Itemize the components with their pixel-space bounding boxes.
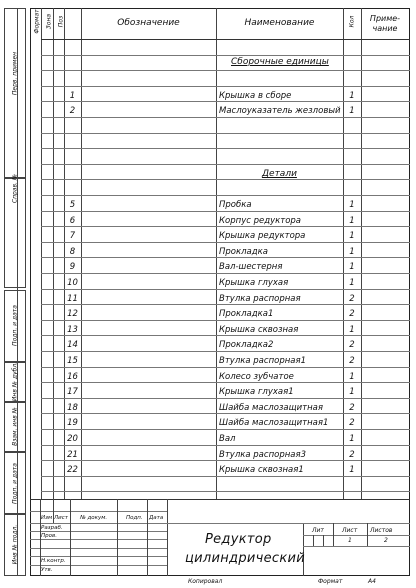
detail-name: Крышка редуктора	[219, 231, 306, 241]
tb-lit-sub-1	[313, 535, 314, 546]
tb-podp: Подп.	[126, 515, 143, 521]
detail-qty: 2	[349, 340, 355, 350]
row-line	[41, 55, 410, 56]
row-line	[41, 148, 410, 149]
detail-name: Прокладка2	[219, 340, 274, 350]
assembly-pos-2: 2	[69, 106, 76, 116]
tb-sheets-value: 2	[384, 537, 388, 544]
detail-name: Вал-шестерня	[219, 262, 283, 272]
tb-line-2	[30, 523, 410, 524]
detail-pos: 17	[67, 387, 78, 397]
detail-pos: 21	[67, 450, 78, 460]
row-line	[41, 70, 410, 71]
tb-list: Лист	[54, 515, 68, 521]
detail-qty: 2	[349, 309, 355, 319]
tb-data: Дата	[149, 515, 164, 521]
detail-pos: 9	[69, 262, 76, 272]
detail-qty: 1	[349, 372, 355, 382]
document-title-line-1: Редуктор	[205, 532, 272, 547]
footer-copied: Копировал	[188, 578, 223, 585]
col-line-designation	[81, 8, 82, 499]
header-qty: Кол	[348, 15, 356, 28]
detail-pos: 22	[67, 465, 78, 475]
header-note-2: чание	[372, 24, 398, 33]
detail-pos: 11	[67, 294, 78, 304]
detail-pos: 18	[67, 403, 78, 413]
detail-name: Крышка сквозная	[219, 325, 299, 335]
detail-name: Пробка	[219, 200, 252, 210]
detail-pos: 13	[67, 325, 78, 335]
tb-divider-main	[167, 499, 168, 576]
row-line	[41, 491, 410, 492]
detail-qty: 1	[349, 231, 355, 241]
row-line	[41, 164, 410, 165]
row-line	[41, 86, 410, 87]
detail-name: Вал	[219, 434, 236, 444]
tb-sheet-value: 1	[348, 537, 352, 544]
tb-sheet-col	[367, 523, 368, 546]
detail-pos: 12	[67, 309, 78, 319]
col-line-zone	[53, 8, 54, 499]
detail-qty: 1	[349, 216, 355, 226]
detail-pos: 16	[67, 372, 78, 382]
tb-sheet: Лист	[342, 527, 358, 534]
header-note-1: Приме-	[369, 14, 401, 23]
tb-sheets: Листов	[370, 527, 393, 534]
detail-qty: 2	[349, 356, 355, 366]
detail-qty: 1	[349, 465, 355, 475]
assembly-qty-2: 1	[349, 106, 355, 116]
tb-utv: Утв.	[41, 567, 53, 573]
detail-pos: 5	[69, 200, 76, 210]
row-line	[41, 179, 410, 180]
tb-col-3	[70, 499, 71, 576]
assembly-name-1: Крышка в сборе	[219, 91, 292, 101]
side-label-vzam-inv: Взам. инв №	[11, 407, 19, 446]
assembly-pos-1: 1	[69, 91, 76, 101]
detail-name: Шайба маслозащитная1	[219, 418, 329, 428]
detail-qty: 1	[349, 200, 355, 210]
detail-qty: 1	[349, 278, 355, 288]
detail-qty: 1	[349, 247, 355, 257]
side-label-podp-data-2: Подп. и дата	[11, 463, 19, 504]
tb-n-kontr: Н.контр.	[41, 558, 66, 564]
title-block-top-line	[30, 499, 410, 500]
detail-name: Прокладка	[219, 247, 268, 257]
tb-lit-sub-2	[323, 535, 324, 546]
tb-col-4	[117, 499, 118, 576]
detail-pos: 14	[67, 340, 78, 350]
tb-doc-no: № докум.	[80, 515, 108, 521]
detail-qty: 1	[349, 262, 355, 272]
tb-lit-line-2	[303, 546, 410, 547]
detail-name: Втулка распорная3	[219, 450, 307, 460]
detail-name: Колесо зубчатое	[219, 372, 294, 382]
header-pos: Поз	[57, 15, 65, 28]
detail-pos: 10	[67, 278, 78, 288]
detail-qty: 2	[349, 403, 355, 413]
detail-qty: 1	[349, 434, 355, 444]
detail-name: Крышка сквозная1	[219, 465, 304, 475]
detail-name: Крышка глухая1	[219, 387, 294, 397]
detail-name: Крышка глухая	[219, 278, 289, 288]
detail-name: Шайба маслозащитная	[219, 403, 323, 413]
detail-qty: 2	[349, 418, 355, 428]
detail-qty: 1	[349, 387, 355, 397]
header-bottom-line	[41, 39, 410, 40]
tb-prov: Пров.	[41, 533, 57, 539]
side-label-inv-dubl: Инв № дубл.	[11, 361, 19, 402]
detail-qty: 1	[349, 325, 355, 335]
detail-qty: 2	[349, 450, 355, 460]
section-details: Детали	[262, 169, 297, 179]
tb-lit-col	[333, 523, 334, 546]
detail-qty: 2	[349, 294, 355, 304]
section-assembly: Сборочные единицы	[231, 57, 329, 67]
col-line-note	[361, 8, 362, 499]
tb-razrab: Разраб.	[41, 525, 63, 531]
tb-izm: Изм	[41, 515, 53, 521]
header-name: Наименование	[244, 18, 315, 28]
detail-name: Втулка распорная	[219, 294, 301, 304]
document-title-line-2: цилиндрический	[185, 551, 306, 566]
tb-col-5	[147, 499, 148, 576]
detail-pos: 7	[69, 231, 76, 241]
assembly-name-2: Маслоуказатель жезловый	[219, 106, 341, 116]
footer-format: Формат	[318, 578, 343, 585]
detail-pos: 15	[67, 356, 78, 366]
col-line-name	[216, 8, 217, 499]
row-line	[41, 133, 410, 134]
tb-lit-line	[303, 535, 410, 536]
footer-format-value: A4	[368, 578, 376, 585]
detail-name: Прокладка1	[219, 309, 274, 319]
side-label-sprav: Справ. №	[11, 173, 19, 204]
detail-pos: 6	[69, 216, 76, 226]
row-line	[41, 195, 410, 196]
tb-lit: Лит	[312, 527, 324, 534]
detail-pos: 19	[67, 418, 78, 428]
detail-name: Корпус редуктора	[219, 216, 302, 226]
header-zone: Зона	[45, 13, 53, 30]
side-label-perv-primen: Перв. примен	[11, 51, 19, 96]
header-format: Формат	[33, 9, 41, 34]
side-label-podp-data: Подп. и дата	[11, 305, 19, 346]
col-line-format	[41, 8, 42, 499]
detail-name: Втулка распорная1	[219, 356, 307, 366]
assembly-qty-1: 1	[349, 91, 355, 101]
side-label-inv-podl: Инв № подл.	[11, 524, 19, 565]
detail-pos: 8	[69, 247, 76, 257]
header-designation: Обозначение	[117, 18, 180, 28]
detail-pos: 20	[67, 434, 78, 444]
